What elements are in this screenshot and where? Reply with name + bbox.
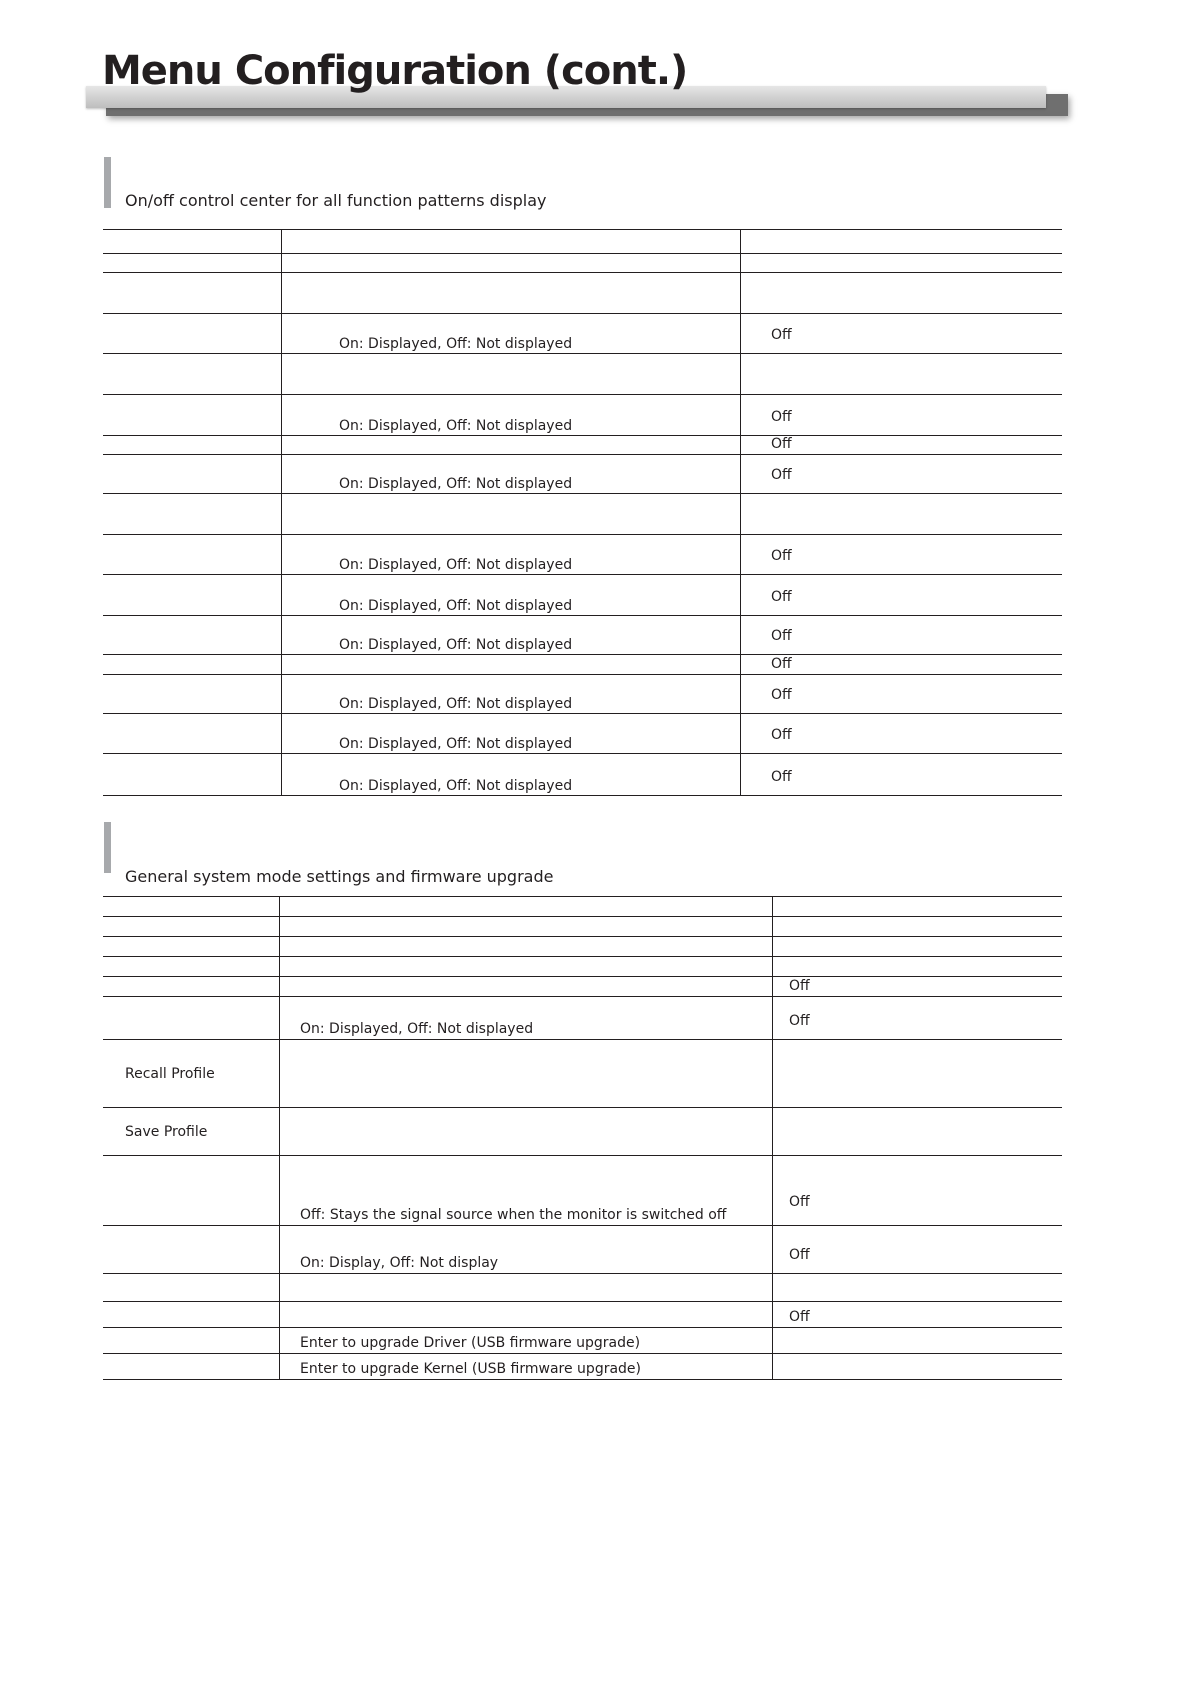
description-cell <box>280 1040 773 1108</box>
section-marker <box>104 157 111 208</box>
item-cell <box>103 957 280 977</box>
table-row <box>103 254 1062 273</box>
item-cell <box>103 977 280 997</box>
table-row <box>103 714 1062 754</box>
section-caption: On/off control center for all function patterns display <box>125 191 547 210</box>
default-cell <box>741 714 1063 754</box>
table-row <box>103 977 1062 997</box>
system-settings-table <box>103 896 1062 1380</box>
description-cell <box>280 897 773 917</box>
item-cell <box>103 455 282 494</box>
description-cell <box>280 917 773 937</box>
default-cell <box>741 273 1063 314</box>
table-row <box>103 1302 1062 1328</box>
description-cell: On: Displayed, Off: Not displayed <box>280 997 773 1040</box>
item-cell <box>103 354 282 395</box>
item-cell <box>103 917 280 937</box>
description-cell <box>282 254 741 273</box>
description-cell: On: Displayed, Off: Not displayed <box>282 714 741 754</box>
description-cell <box>282 655 741 675</box>
default-cell <box>741 455 1063 494</box>
item-cell <box>103 230 282 254</box>
description-cell <box>280 1274 773 1302</box>
table-row <box>103 1156 1062 1226</box>
default-value: Off <box>771 327 792 343</box>
description-cell <box>282 354 741 395</box>
default-value: Off <box>789 1247 810 1263</box>
default-cell <box>773 1226 1063 1274</box>
description-cell: On: Displayed, Off: Not displayed <box>282 455 741 494</box>
item-cell <box>103 1156 280 1226</box>
section-caption: General system mode settings and firmware upgrade <box>125 867 554 886</box>
default-value: Off <box>771 727 792 743</box>
table-row <box>103 535 1062 575</box>
item-cell <box>103 535 282 575</box>
table-row <box>103 616 1062 655</box>
table-row <box>103 1274 1062 1302</box>
item-cell <box>103 1274 280 1302</box>
table-row <box>103 314 1062 354</box>
description-cell: Off: Stays the signal source when the monitor is switched off <box>280 1156 773 1226</box>
table-row <box>103 1108 1062 1156</box>
default-value: Off <box>771 687 792 703</box>
table-row <box>103 917 1062 937</box>
default-cell <box>773 1040 1063 1108</box>
table-row <box>103 575 1062 616</box>
default-cell <box>773 957 1063 977</box>
default-cell <box>741 230 1063 254</box>
default-cell <box>773 1328 1063 1354</box>
default-cell <box>741 535 1063 575</box>
default-value: Off <box>789 1309 810 1325</box>
item-cell <box>103 1354 280 1380</box>
item-cell <box>103 395 282 436</box>
default-value <box>789 1377 1062 1379</box>
description-cell <box>280 1302 773 1328</box>
item-cell <box>103 616 282 655</box>
item-cell <box>103 254 282 273</box>
default-cell <box>741 436 1063 455</box>
default-value: Off <box>789 1013 810 1029</box>
description-cell: On: Displayed, Off: Not displayed <box>282 535 741 575</box>
table-row <box>103 1328 1062 1354</box>
item-cell <box>103 655 282 675</box>
table-row <box>103 1040 1062 1108</box>
description-cell <box>280 977 773 997</box>
default-value: Off <box>771 548 792 564</box>
default-value: Off <box>771 409 792 425</box>
table-row <box>103 1226 1062 1274</box>
default-value: Off <box>771 769 792 785</box>
description-cell <box>282 230 741 254</box>
description-cell: On: Displayed, Off: Not displayed <box>282 616 741 655</box>
item-cell <box>103 436 282 455</box>
default-cell <box>773 1274 1063 1302</box>
item-cell <box>103 1328 280 1354</box>
default-cell <box>741 655 1063 675</box>
default-cell <box>741 616 1063 655</box>
item-cell <box>103 1302 280 1328</box>
table-row <box>103 494 1062 535</box>
description-cell: On: Displayed, Off: Not displayed <box>282 395 741 436</box>
default-cell <box>741 314 1063 354</box>
table-row <box>103 655 1062 675</box>
default-cell <box>773 1354 1063 1380</box>
table-row <box>103 1354 1062 1380</box>
item-cell <box>103 314 282 354</box>
item-cell <box>103 714 282 754</box>
description-cell <box>280 957 773 977</box>
description-cell: On: Displayed, Off: Not displayed <box>282 754 741 796</box>
description-cell: On: Displayed, Off: Not displayed <box>282 314 741 354</box>
item-cell <box>103 997 280 1040</box>
description-cell <box>282 436 741 455</box>
item-cell: Save Profile <box>103 1108 280 1156</box>
default-cell <box>741 754 1063 796</box>
table-row <box>103 455 1062 494</box>
item-cell <box>103 675 282 714</box>
description-cell <box>280 937 773 957</box>
table-row <box>103 675 1062 714</box>
section-marker <box>104 822 111 873</box>
default-cell <box>773 937 1063 957</box>
default-cell <box>773 997 1063 1040</box>
default-cell <box>741 494 1063 535</box>
table-row <box>103 997 1062 1040</box>
function-display-table <box>103 229 1062 796</box>
table-row <box>103 937 1062 957</box>
default-value: Off <box>771 589 792 605</box>
default-cell <box>773 897 1063 917</box>
default-cell <box>741 395 1063 436</box>
description-cell <box>282 494 741 535</box>
default-cell <box>773 1156 1063 1226</box>
default-value: Off <box>771 467 792 483</box>
table-row <box>103 273 1062 314</box>
table-row <box>103 354 1062 395</box>
table-row <box>103 395 1062 436</box>
default-value: Off <box>789 1194 810 1210</box>
default-cell <box>773 977 1063 997</box>
description-cell: Enter to upgrade Kernel (USB firmware upgrade) <box>280 1354 773 1380</box>
default-cell <box>741 354 1063 395</box>
item-cell <box>103 575 282 616</box>
default-value: Off <box>771 628 792 644</box>
description-cell <box>280 1108 773 1156</box>
description-cell: On: Displayed, Off: Not displayed <box>282 575 741 616</box>
item-cell <box>103 754 282 796</box>
item-cell <box>103 1226 280 1274</box>
item-cell <box>103 897 280 917</box>
table-row <box>103 897 1062 917</box>
table-row <box>103 957 1062 977</box>
table-row <box>103 754 1062 796</box>
default-value: Off <box>771 436 792 452</box>
description-cell <box>282 273 741 314</box>
item-cell <box>103 273 282 314</box>
default-cell <box>741 675 1063 714</box>
table-row <box>103 436 1062 455</box>
title-banner <box>86 48 1076 128</box>
description-cell: On: Display, Off: Not display <box>280 1226 773 1274</box>
table-row <box>103 230 1062 254</box>
default-value: Off <box>771 656 792 672</box>
item-cell <box>103 494 282 535</box>
page-title: Menu Configuration (cont.) <box>102 48 688 94</box>
default-cell <box>773 917 1063 937</box>
description-cell: On: Displayed, Off: Not displayed <box>282 675 741 714</box>
default-cell <box>741 254 1063 273</box>
description-cell: Enter to upgrade Driver (USB firmware upgrade) <box>280 1328 773 1354</box>
default-value: Off <box>789 978 810 994</box>
default-cell <box>773 1108 1063 1156</box>
item-cell <box>103 937 280 957</box>
default-cell <box>741 575 1063 616</box>
default-cell <box>773 1302 1063 1328</box>
item-cell: Recall Profile <box>103 1040 280 1108</box>
